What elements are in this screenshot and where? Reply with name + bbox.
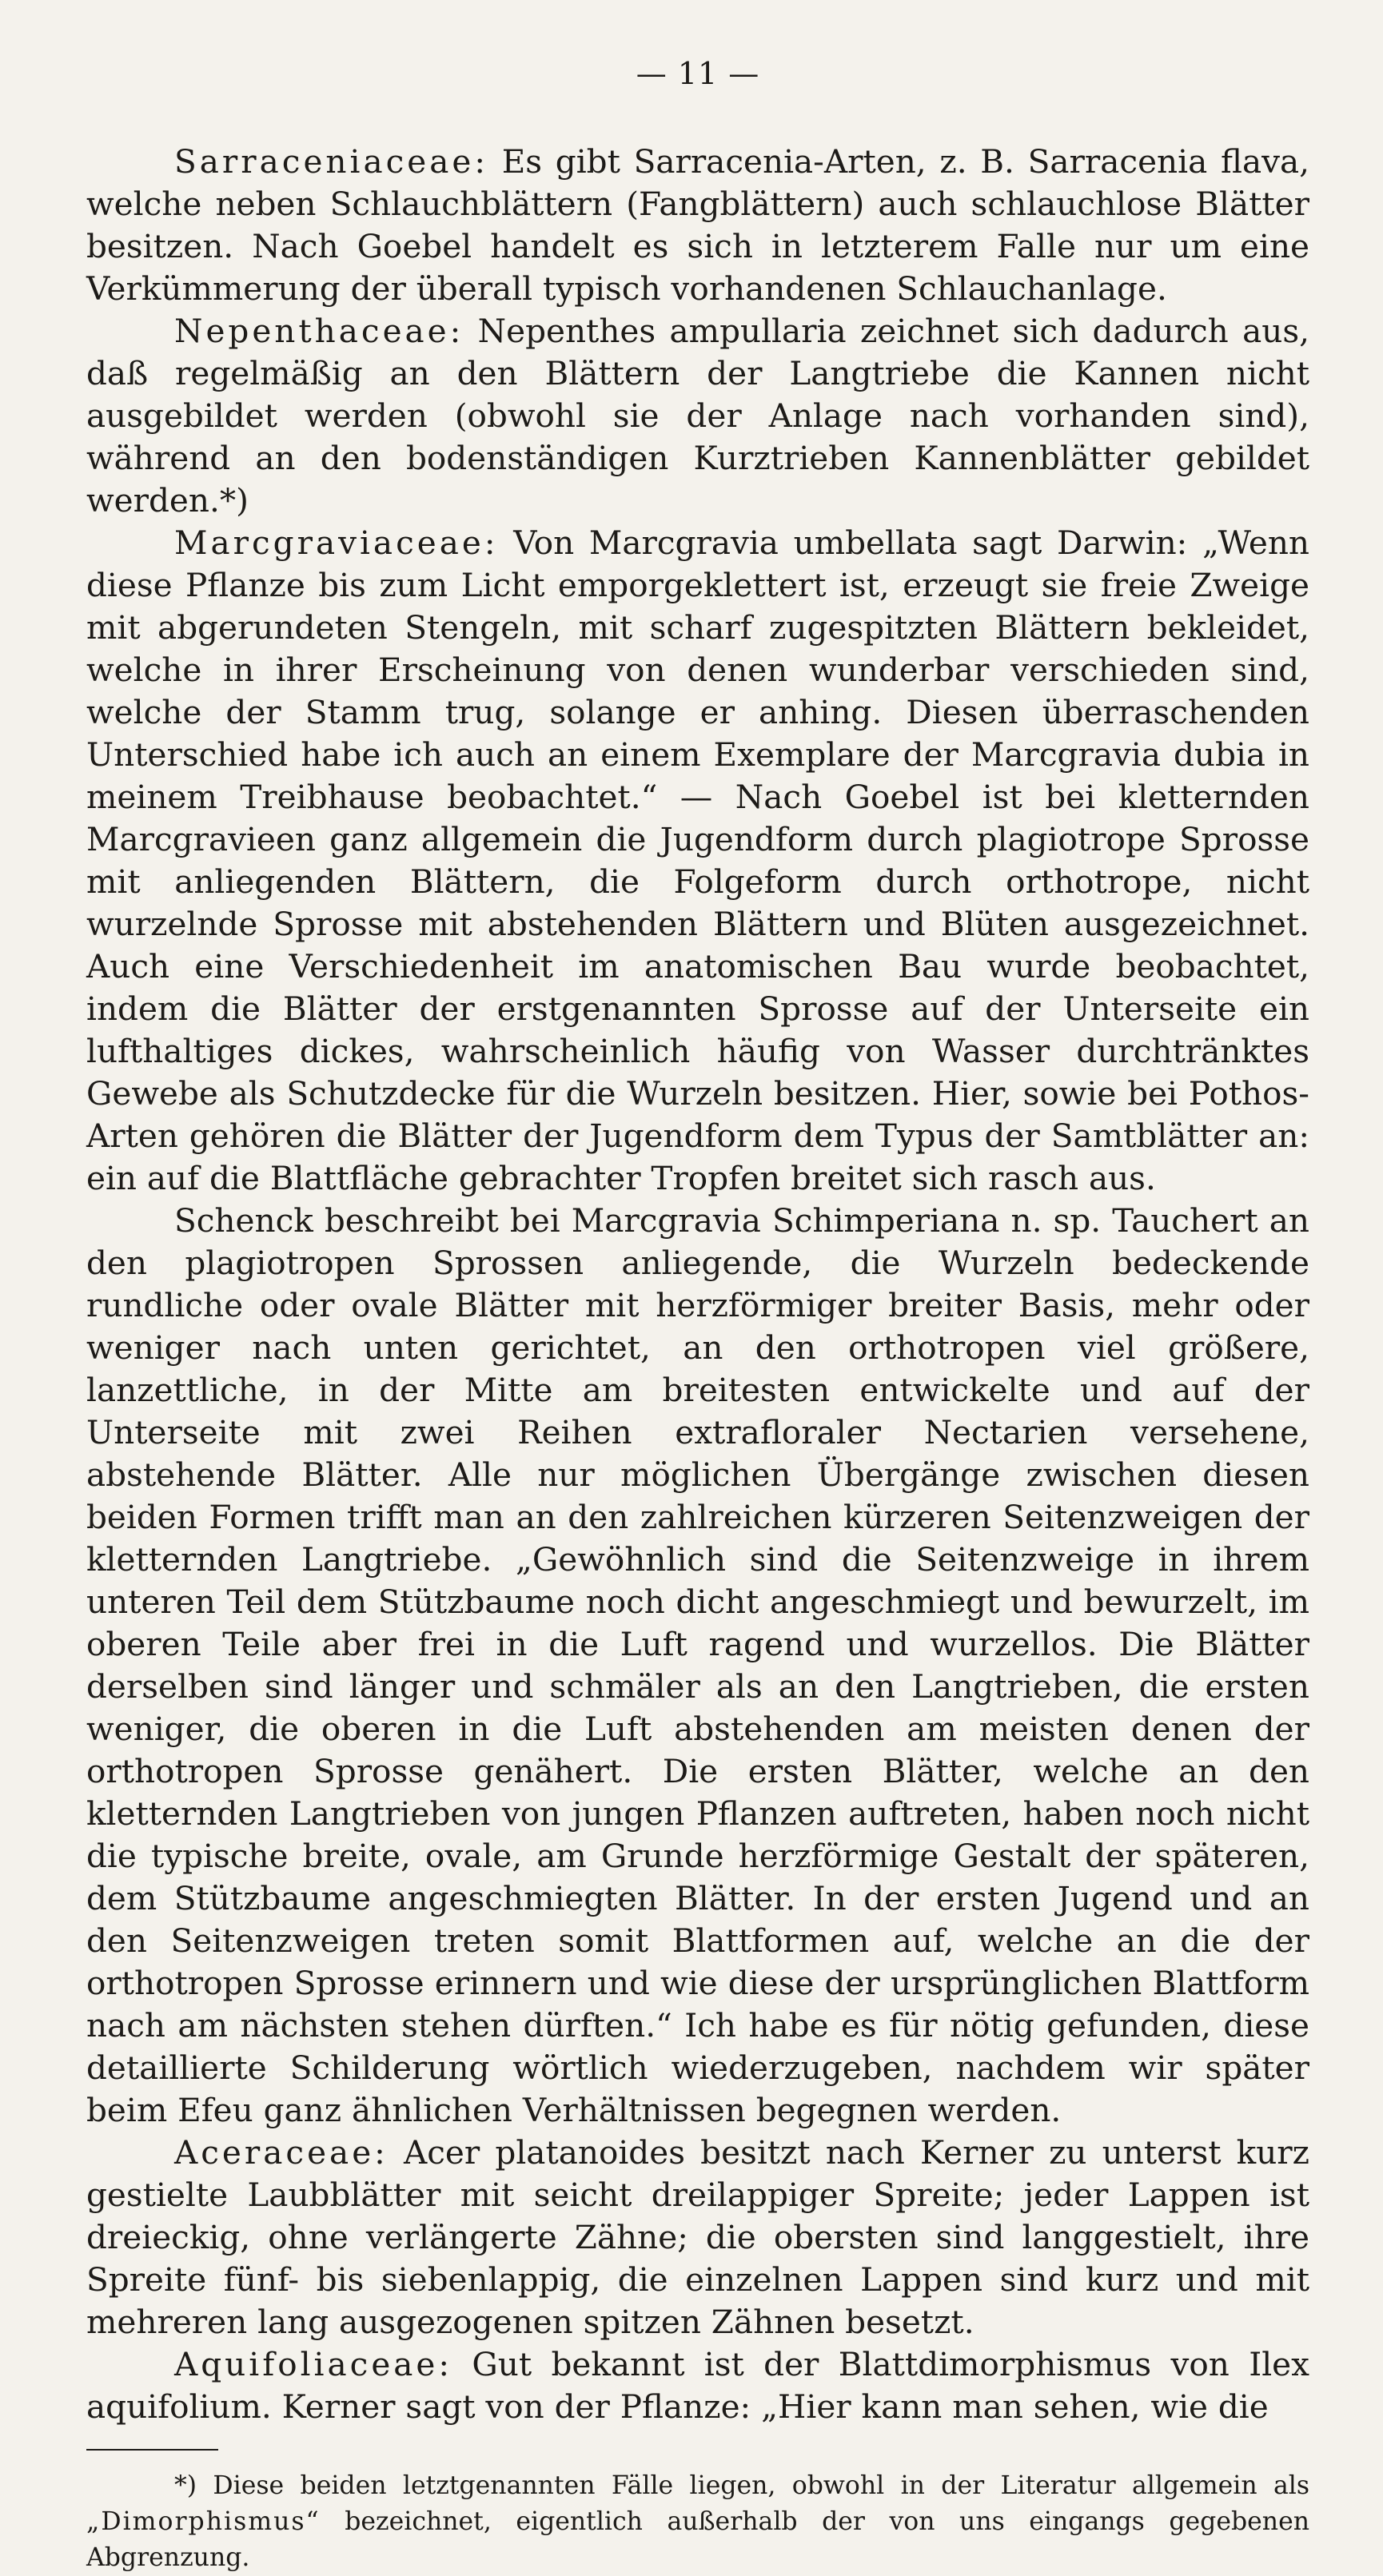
paragraph-marcgraviaceae xyxy=(86,522,1309,1200)
footnote xyxy=(86,2468,1309,2576)
footnote-text: Diese beiden letztgenannten Fälle liegen, obwohl in der Literatur allgemein als xyxy=(213,2471,1309,2500)
paragraph-text: Gut bekannt ist der Blattdimorphismus von Ilex aquifolium. Kerner sagt von der Pflanze: „Hier kann man sehen, wie die xyxy=(86,2345,1309,2426)
family-heading: Marcgraviaceae: xyxy=(174,524,499,562)
paragraph-sarraceniaceae xyxy=(86,141,1309,310)
document-page xyxy=(86,56,1310,2572)
footnote-divider xyxy=(86,2449,218,2451)
paragraph-text: Acer platanoides besitzt nach Kerner zu unterst kurz gestielte Laubblätter mit seicht dreilappiger Spreite; jeder Lappen ist dreieckig, ohne verlängerte Zähne; die obersten sind langgestielt, ihre Spreite fünf- bis siebenlappig, die einzelnen Lappen sind kurz und mit mehreren lang ausgezogenen spitzen Zähnen besetzt. xyxy=(86,2133,1310,2341)
page-number: — 11 — xyxy=(636,56,760,91)
paragraph-text: Schenck beschreibt bei Marcgravia Schimperiana n. sp. Tauchert an den plagiotropen Sprossen anliegende, die Wurzeln bedeckende rundliche oder ovale Blätter mit herzförmiger breiter Basis, mehr oder weniger nach unten gerichtet, an den orthotropen viel größere, lanzettliche, in der Mitte am breitesten entwickelte und auf der Unterseite mit zwei Reihen extrafloraler Nectarien versehene, abstehende Blätter. Alle nur möglichen Übergänge zwischen diesen beiden Formen trifft man an den zahlreichen kürzeren Seitenzweigen der kletternden Langtriebe. „Gewöhnlich sind die Seitenzweige in ihrem unteren Teil dem Stützbaume noch dicht angeschmiegt und bewurzelt, im oberen Teile aber frei in die Luft ragend und wurzellos. Die Blätter derselben sind länger und schmäler als an den Langtrieben, die ersten weniger, die oberen in die Luft abstehenden am meisten denen der orthotropen Sprosse genähert. Die ersten Blätter, welche an den kletternden Langtrieben von jungen Pflanzen auftreten, haben noch nicht die typische breite, ovale, am Grunde herzförmige Gestalt der späteren, dem Stützbaume angeschmiegten Blätter. In der ersten Jugend und an den Seitenzweigen treten somit Blattformen auf, welche an die der orthotropen Sprosse erinnern und wie diese der ursprünglichen Blattform nach am nächsten stehen dürften.“ Ich habe es für nötig gefunden, diese detaillierte Schilderung wörtlich wiederzugeben, nachdem wir später beim Efeu ganz ähnlichen Verhältnissen begegnen werden. xyxy=(86,1201,1309,2129)
footnote-marker: *) xyxy=(174,2471,197,2500)
paragraph-text: Nepenthes ampullaria zeichnet sich dadurch aus, daß regelmäßig an den Blättern der Langtriebe die Kannen nicht ausgebildet werden (obwohl sie der Anlage nach vorhanden sind), während an den bodenständigen Kurztrieben Kannenblätter gebildet werden.*) xyxy=(86,312,1309,520)
paragraph-aceraceae xyxy=(86,2132,1309,2343)
family-heading: Sarraceniaceae: xyxy=(174,142,488,181)
paragraph-text: Es gibt Sarracenia-Arten, z. B. Sarracenia flava, welche neben Schlauchblättern (Fangblättern) auch schlauchlose Blätter besitzen. Nach Goebel handelt es sich in letzterem Falle nur um eine Verkümmerung der überall typisch vorhandenen Schlauchanlage. xyxy=(86,142,1310,308)
footnote-text-end: bezeichnet, eigentlich außerhalb der von uns eingangs gegebenen Abgrenzung. xyxy=(86,2507,1310,2572)
footnote-quoted-term: „Dimorphismus“ xyxy=(86,2507,321,2536)
family-heading: Aquifoliaceae: xyxy=(174,2345,453,2383)
paragraph-aquifoliaceae xyxy=(86,2343,1309,2428)
paragraph-nepenthaceae xyxy=(86,310,1309,522)
family-heading: Aceraceae: xyxy=(174,2133,389,2172)
paragraph-text: Von Marcgravia umbellata sagt Darwin: „Wenn diese Pflanze bis zum Licht emporgeklettert ist, erzeugt sie freie Zweige mit abgerundeten Stengeln, mit scharf zugespitzten Blättern bekleidet, welche in ihrer Erscheinung von denen wunderbar verschieden sind, welche der Stamm trug, solange er anhing. Diesen überraschenden Unterschied habe ich auch an einem Exemplare der Marcgravia dubia in meinem Treibhause beobachtet.“ — Nach Goebel ist bei kletternden Marcgravieen ganz allgemein die Jugendform durch plagiotrope Sprosse mit anliegenden Blättern, die Folgeform durch orthotrope, nicht wurzelnde Sprosse mit abstehenden Blättern und Blüten ausgezeichnet. Auch eine Verschiedenheit im anatomischen Bau wurde beobachtet, indem die Blätter der erstgenannten Sprosse auf der Unterseite ein lufthaltiges dickes, wahrscheinlich häufig von Wasser durchtränktes Gewebe als Schutzdecke für die Wurzeln besitzen. Hier, sowie bei Pothos-Arten gehören die Blätter der Jugendform dem Typus der Samtblätter an: ein auf die Blattfläche gebrachter Tropfen breitet sich rasch aus. xyxy=(86,524,1310,1197)
family-heading: Nepenthaceae: xyxy=(174,312,464,350)
paragraph-schenck xyxy=(86,1200,1309,2132)
body-text xyxy=(86,141,1309,2428)
